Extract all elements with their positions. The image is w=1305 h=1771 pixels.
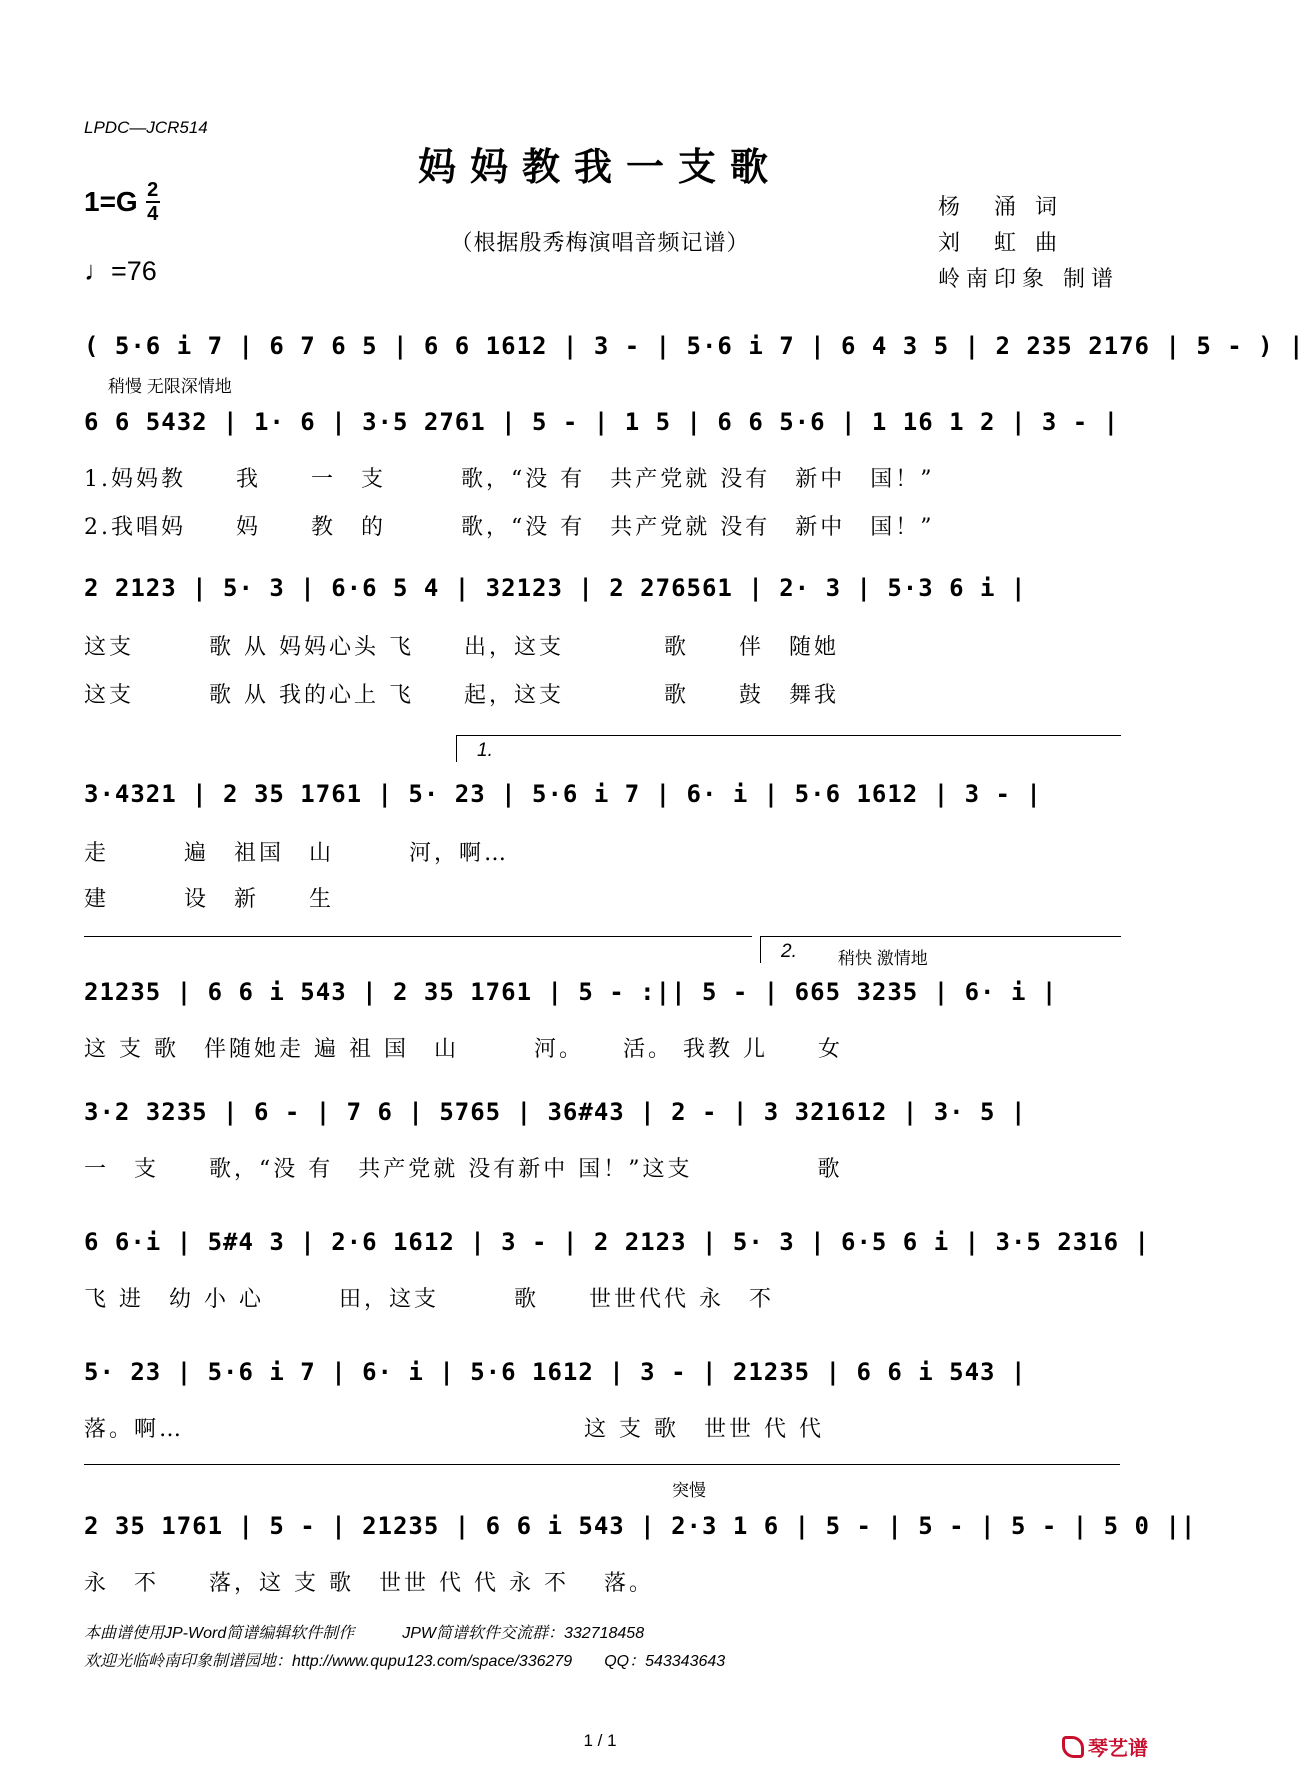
- score-line-7: 6 6·i | 5#4 3 | 2·6 1612 | 3 - | 2 2123 | 5· 3 | 6·5 6 i | 3·5 2316 |: [84, 1228, 1150, 1256]
- key-signature: [84, 180, 160, 224]
- time-signature-top: 2: [147, 179, 159, 201]
- lyric-verse-2: 建 设 新 生: [84, 887, 335, 912]
- ending-bracket: [84, 1464, 1120, 1465]
- score-line-2: 6 6 5432 | 1· 6 | 3·5 2761 | 5 - | 1 5 | 6 6 5·6 | 1 16 1 2 | 3 - |: [84, 408, 1120, 436]
- footer-credit: 本曲谱使用JP-Word简谱编辑软件制作 JPW简谱软件交流群：332718458: [84, 1625, 645, 1642]
- expression-mark: 稍慢 无限深情地: [108, 377, 232, 396]
- lyric-verse-1: 这支 歌 从 妈妈心头 飞 出，这支 歌 伴 随她: [84, 635, 839, 660]
- score-line-1: ( 5·6 i 7 | 6 7 6 5 | 6 6 1612 | 3 - | 5·6 i 7 | 6 4 3 5 | 2 235 2176 | 5 - ) |: [84, 332, 1305, 360]
- song-subtitle: （根据殷秀梅演唱音频记谱）: [450, 231, 750, 256]
- composer-credit: 刘 虹 曲: [938, 231, 1063, 256]
- lyric-line: 飞 进 幼 小 心 田，这支 歌 世世代代 永 不: [84, 1287, 774, 1312]
- lyric-verse-1: 1.妈妈教 我 一 支 歌，“没 有 共产党就 没有 新中 国！”: [84, 467, 935, 492]
- credits: [938, 190, 1119, 298]
- lyric-verse-1: 走 遍 祖国 山 河，啊…: [84, 841, 510, 866]
- key-label: 1=G: [84, 186, 138, 217]
- score-line-5: 21235 | 6 6 i 543 | 2 35 1761 | 5 - :|| 5 - | 665 3235 | 6· i |: [84, 978, 1058, 1006]
- tempo-marking: ♩=76: [84, 256, 157, 286]
- song-title: 妈妈教我一支歌: [417, 144, 782, 189]
- time-signature: [146, 180, 160, 224]
- footer-link: 欢迎光临岭南印象制谱园地：http://www.qupu123.com/space/336279 QQ：543343643: [84, 1653, 726, 1670]
- logo-icon: [1062, 1736, 1084, 1758]
- lyric-line: 落。啊… 这 支 歌 世世 代 代: [84, 1417, 824, 1442]
- time-signature-bottom: 4: [147, 203, 159, 225]
- watermark-logo: [1062, 1732, 1148, 1761]
- page-number: 1 / 1: [583, 1731, 617, 1750]
- expression-mark: 突慢: [672, 1481, 706, 1500]
- lyric-line: 一 支 歌，“没 有 共产党就 没有新中 国！”这支 歌: [84, 1157, 843, 1182]
- score-line-8: 5· 23 | 5·6 i 7 | 6· i | 5·6 1612 | 3 - | 21235 | 6 6 i 543 |: [84, 1358, 1027, 1386]
- score-line-4: 3·4321 | 2 35 1761 | 5· 23 | 5·6 i 7 | 6· i | 5·6 1612 | 3 - |: [84, 780, 1042, 808]
- score-line-6: 3·2 3235 | 6 - | 7 6 | 5765 | 36#43 | 2 - | 3 321612 | 3· 5 |: [84, 1098, 1027, 1126]
- lyric-verse-2: 这支 歌 从 我的心上 飞 起，这支 歌 鼓 舞我: [84, 683, 839, 708]
- score-line-3: 2 2123 | 5· 3 | 6·6 5 4 | 32123 | 2 276561 | 2· 3 | 5·3 6 i |: [84, 574, 1027, 602]
- volta-label-1: 1.: [477, 740, 493, 761]
- arranger-credit: 岭南印象 制谱: [938, 267, 1119, 292]
- expression-mark: 稍快 激情地: [838, 949, 928, 968]
- volta-label-2: 2.: [781, 941, 797, 962]
- volta-continuation: [84, 936, 752, 937]
- score-code: LPDC—JCR514: [84, 118, 208, 137]
- volta-bracket-1: [456, 735, 1121, 762]
- lyric-line: 永 不 落，这 支 歌 世世 代 代 永 不 落。: [84, 1571, 654, 1596]
- lyricist-credit: 杨 涌 词: [938, 195, 1063, 220]
- volta-bracket-2: [760, 936, 1121, 963]
- score-line-9: 2 35 1761 | 5 - | 21235 | 6 6 i 543 | 2·3 1 6 | 5 - | 5 - | 5 - | 5 0 ||: [84, 1512, 1197, 1540]
- lyric-line: 这 支 歌 伴随她走 遍 祖 国 山 河。 活。 我教 儿 女: [84, 1037, 843, 1062]
- lyric-verse-2: 2.我唱妈 妈 教 的 歌，“没 有 共产党就 没有 新中 国！”: [84, 515, 935, 540]
- watermark-text: 琴艺谱: [1088, 1736, 1148, 1760]
